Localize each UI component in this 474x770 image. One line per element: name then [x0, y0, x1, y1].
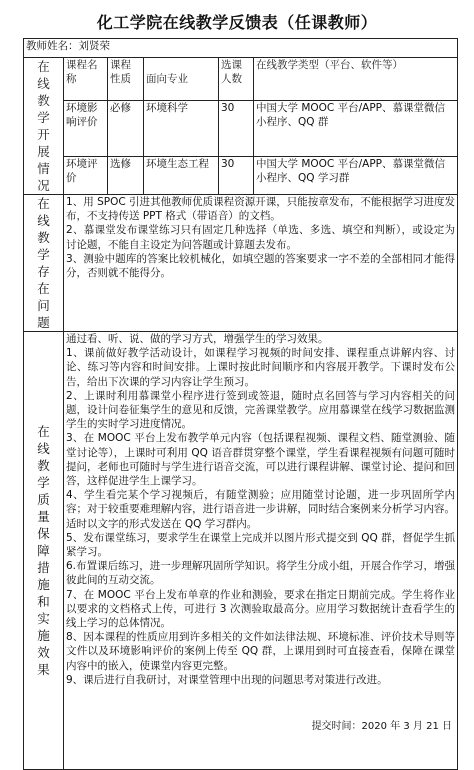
submission-date: 提交时间：2020 年 3 月 21 日 — [311, 721, 452, 732]
course-name: 环境评价 — [64, 156, 108, 194]
section-label-problems: 在线教学存在问题 — [24, 195, 64, 332]
header-course-name: 课程名称 — [64, 58, 108, 101]
problem-item: 2、慕课堂发布课堂练习只有固定几种选择（单选、多选、填空和判断），或设定为讨论题，不能自主设定为问答题或计算题去发布。 — [66, 224, 456, 251]
course-platform: 中国大学 MOOC 平台/APP、慕课堂微信小程序、QQ 群 — [254, 101, 458, 156]
measures-content — [64, 332, 458, 770]
course-major: 环境生态工程 — [144, 156, 219, 194]
course-platform: 中国大学 MOOC 平台/APP、慕课堂微信小程序、QQ 学习群 — [254, 156, 458, 194]
course-nature: 必修 — [108, 101, 144, 156]
measure-item: 8、因本课程的性质应用到许多相关的文件如法律法规、环境标准、评价技术导则等文件以及环境影响评价的案例上传至 QQ 群，上课用到时可直接查看，保障在课堂内容中的嵌入，使课堂内容更完整。 — [66, 631, 456, 672]
measure-item: 4、学生看完某个学习视频后，有随堂测验；应用随堂讨论题，进一步巩固所学内容；对于较重要难理解内容，进行语音进一步讲解，同时结合案例来分析学习内容。适时以文字的形式发送在 QQ 学习群内。 — [66, 489, 456, 530]
header-course-nature: 课程性质 — [108, 58, 144, 101]
measure-item: 7、在 MOOC 平台上发布单章的作业和测验，要求在指定日期前完成。学生将作业以要求的文档格式上传，可进行 3 次测验取最高分。应用学习数据统计查看学生的线上学习的总体情况。 — [66, 588, 456, 630]
measures-row — [24, 332, 458, 770]
measure-item: 9、课后进行自我研讨，对课堂管理中出现的问题思考对策进行改进。 — [66, 673, 388, 686]
problems-content — [64, 195, 458, 332]
problem-item: 1、用 SPOC 引进其他教师优质课程资源开课，只能按章发布，不能根据学习进度发布，不支持传送 PPT 格式（带语音）的文档。 — [66, 196, 456, 223]
measure-item: 1、课前做好教学活动设计，如课程学习视频的时间安排、课程重点讲解内容、讨论、练习等内容和时间安排。上课时按此时间顺序和内容展开教学。下课时发布公告，给出下次课的学习内容让学生预习。 — [66, 347, 456, 388]
course-name: 环境影响评价 — [64, 101, 108, 156]
section-label-situation: 在线教学开展情况 — [24, 58, 64, 195]
header-major: 面向专业 — [144, 58, 219, 101]
measure-intro: 通过看、听、说、做的学习方式，增强学生的学习效果。 — [66, 333, 329, 345]
measure-item: 6.布置课后练习，进一步理解巩固所学知识。将学生分成小组，开展合作学习，增强彼此间的互动交流。 — [66, 560, 456, 587]
measure-item: 2、上课时利用慕课堂小程序进行签到或签退，随时点名回答与学习内容相关的问题，设计问卷征集学生的意见和反馈，完善课堂教学。应用慕课堂在线学习数据监测学生的实时学习进度情况。 — [66, 389, 456, 431]
header-count: 选课人数 — [219, 58, 254, 101]
table-row — [24, 156, 458, 194]
table-row — [24, 101, 458, 156]
course-count: 30 — [219, 101, 254, 156]
feedback-table — [23, 38, 458, 770]
section-label-measures: 在线教学质量保障措施和实施效果 — [24, 332, 64, 770]
course-major: 环境科学 — [144, 101, 219, 156]
measure-item: 3、在 MOOC 平台上发布教学单元内容（包括课程视频、课程文档、随堂测验、随堂讨论等），上课时可利用 QQ 语音群贯穿整个课堂，学生看课程视频有问题可随时提问，老师也可随时与学生进行语音交流，可以进行课程讲解、课堂讨论、提问和回答，这样促进学生上课学习。 — [66, 432, 456, 488]
problem-item: 3、测验中题库的答案比较机械化，如填空题的答案要求一字不差的全部相同才能得分，否则就不能得分。 — [66, 252, 456, 280]
course-count: 30 — [219, 156, 254, 194]
course-nature: 选修 — [108, 156, 144, 194]
course-header-row — [24, 58, 458, 101]
form-title: 化工学院在线教学反馈表（任课教师） — [96, 13, 378, 32]
teacher-row — [24, 39, 458, 58]
measure-item: 5、发布课堂练习，要求学生在课堂上完成并以图片形式提交到 QQ 群，督促学生抓紧学习。 — [66, 531, 456, 559]
header-platform: 在线教学类型（平台、软件等） — [254, 58, 458, 101]
problems-row — [24, 195, 458, 332]
teacher-name: 教师姓名：刘贤荣 — [24, 39, 458, 58]
